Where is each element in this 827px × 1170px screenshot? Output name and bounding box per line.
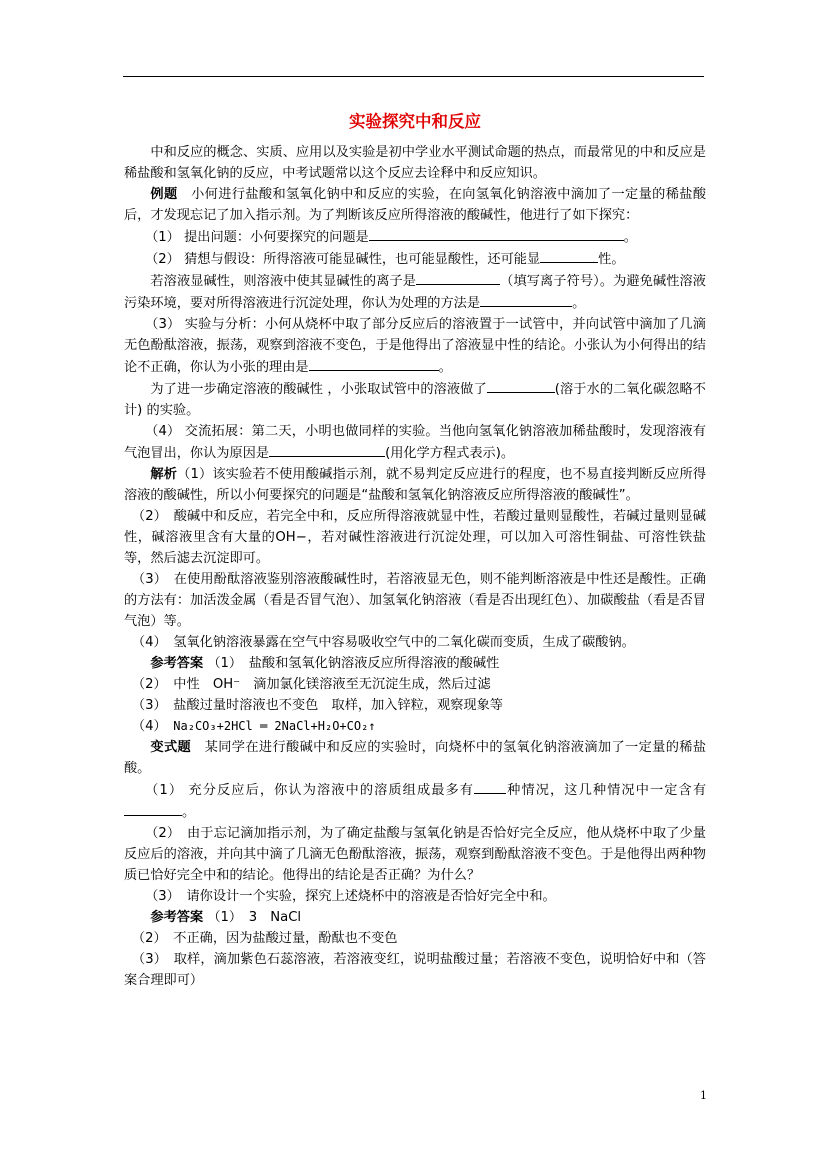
answer-2-line-1: 参考答案 （1） 3 NaCl [150,910,302,925]
answer-blank[interactable] [369,226,624,241]
example-text: 小何进行盐酸和氢氧化钠中和反应的实验，在向氢氧化钠溶液中滴加了一定量的稀盐酸后，才发现忘记了加入指示剂。为了判断该反应所得溶液的酸碱性，他进行了如下探究： [124,187,707,223]
answer-label: 参考答案 [150,910,204,925]
question-2: （2） 猜想与假设：所得溶液可能显碱性，也可能显酸性，还可能显 性。 [124,248,706,270]
answer-2-line-2: （2） 不正确，因为盐酸过量，酚酞也不变色 [131,931,398,946]
answer-1-line-2: （2） 中性 OH⁻ 滴加氯化镁溶液至无沉淀生成，然后过滤 [131,677,491,692]
analysis-paragraph-3: （3） 在使用酚酞溶液鉴别溶液酸碱性时，若溶液显无色，则不能判断溶液是中性还是酸性。正确的方法有：加活泼金属（看是否冒气泡）、加氢氧化钠溶液（看是否出现红色）、加碳酸盐（看是否冒气泡）等。 [124,572,706,629]
answer-blank[interactable] [474,779,506,794]
intro-paragraph: 中和反应的概念、实质、应用以及实验是初中学业水平测试命题的热点，而最常见的中和反应是稀盐酸和氢氧化钠的反应，中考试题常以这个反应去诠释中和反应知识。 [124,145,706,181]
analysis-paragraph-2: （2） 酸碱中和反应，若完全中和，反应所得溶液就显中性，若酸过量则显酸性，若碱过量则显碱性，碱溶液里含有大量的OH−，若对碱性溶液进行沉淀处理，可以加入可溶性铜盐、可溶性铁盐等，然后滤去沉淀即可。 [124,509,706,566]
answer-blank[interactable] [487,378,555,393]
answer-blank[interactable] [269,442,385,457]
example-label: 例题 [150,187,178,202]
question-2b: 若溶液显碱性，则溶液中使其显碱性的离子是 （填写离子符号）。为避免碱性溶液污染环境，要对所得溶液进行沉淀处理，你认为处理的方法是 。 [124,270,706,314]
variant-question-1: （1） 充分反应后，你认为溶液中的溶质组成最多有 种情况，这几种情况中一定含有。 [124,779,706,823]
example-paragraph [124,184,706,226]
question-3: （3） 实验与分析：小何从烧杯中取了部分反应后的溶液置于一试管中，并向试管中滴加了几滴无色酚酞溶液，振荡，观察到溶液不变色，于是他得出了溶液显中性的结论。小张认为小何得出的结论不正确，你认为小张的理由是 。 [124,317,706,375]
page-number: 1 [700,1089,707,1102]
analysis-paragraph-1: 解析（1）该实验若不使用酸碱指示剂，就不易判定反应进行的程度，也不易直接判断反应所得溶液的酸碱性，所以小何要探究的问题是“盐酸和氢氧化钠溶液反应所得溶液的酸碱性”。 [124,467,707,503]
variant-label: 变式题 [150,740,192,755]
chemical-equation: Na₂CO₃+2HCl ═ 2NaCl+H₂O+CO₂↑ [173,719,376,733]
answer-blank[interactable] [540,248,598,263]
analysis-paragraph-4: （4） 氢氧化钠溶液暴露在空气中容易吸收空气中的二氧化碳而变质，生成了碳酸钠。 [131,635,635,650]
question-3b: 为了进一步确定溶液的酸碱性 ，小张取试管中的溶液做了 (溶于水的二氧化碳忽略不计) 的实验。 [124,378,706,421]
answer-1-line-3: （3） 盐酸过量时溶液也不变色 取样，加入锌粒，观察现象等 [131,698,503,713]
question-4: （4） 交流拓展：第二天，小明也做同样的实验。当他向氢氧化钠溶液加稀盐酸时，发现溶液有气泡冒出，你认为原因是 (用化学方程式表示)。 [124,424,706,461]
analysis-label: 解析 [150,467,178,482]
answer-1-line-4: （4） Na₂CO₃+2HCl ═ 2NaCl+H₂O+CO₂↑ [131,719,376,734]
answer-blank[interactable] [124,801,182,816]
page-title: 实验探究中和反应 [349,112,481,131]
question-1: （1） 提出问题：小何要探究的问题是 。 [124,226,706,248]
content [124,111,706,991]
answer-blank[interactable] [309,356,439,371]
answer-label: 参考答案 [150,656,204,671]
answer-blank[interactable] [480,292,572,307]
answer-blank[interactable] [416,270,500,285]
answer-2-line-3: （3） 取样，滴加紫色石蕊溶液，若溶液变红，说明盐酸过量；若溶液不变色，说明恰好中和（答案合理即可） [124,952,706,988]
variant-paragraph: 变式题 某同学在进行酸碱中和反应的实验时，向烧杯中的氢氧化钠溶液滴加了一定量的稀盐酸。 [124,740,707,776]
answer-1-line-1: 参考答案 （1） 盐酸和氢氧化钠溶液反应所得溶液的酸碱性 [150,656,500,671]
variant-question-2: （2） 由于忘记滴加指示剂，为了确定盐酸与氢氧化钠是否恰好完全反应，他从烧杯中取了少量反应后的溶液，并向其中滴了几滴无色酚酞溶液，振荡，观察到酚酞溶液不变色。于是他得出两种物质已恰好完全中和的结论。他得出的结论是否正确？为什么？ [124,826,706,883]
header-rule [123,76,704,77]
variant-question-3: （3） 请你设计一个实验，探究上述烧杯中的溶液是否恰好完全中和。 [145,889,556,904]
